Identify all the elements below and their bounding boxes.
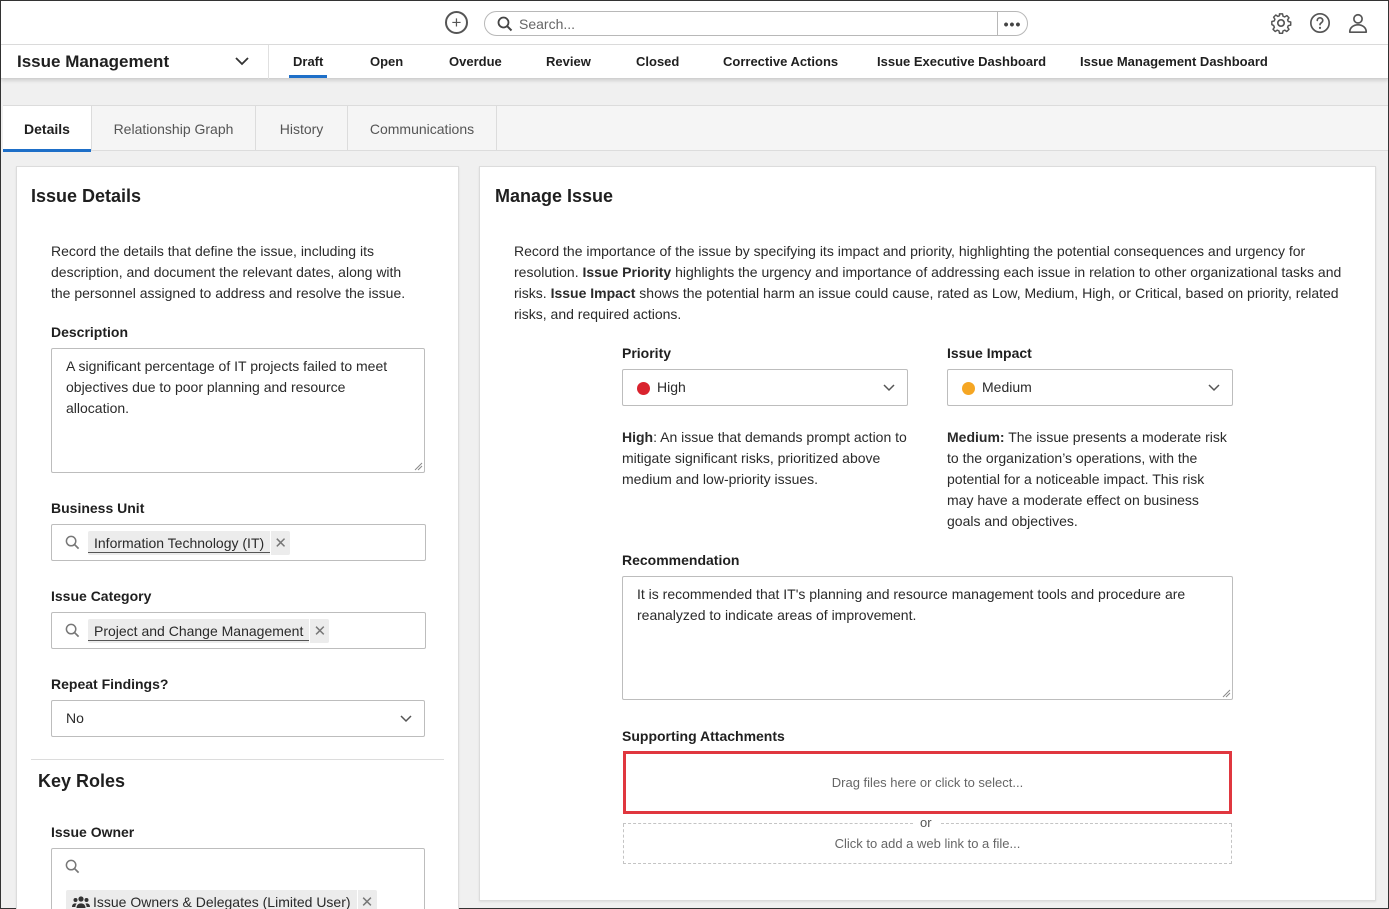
tab-history[interactable]: History <box>256 106 348 151</box>
intro-text: resolution. <box>514 264 583 280</box>
search-input[interactable] <box>519 14 959 33</box>
gear-icon[interactable] <box>1270 12 1292 34</box>
tab-details[interactable]: Details <box>3 106 92 151</box>
more-options-icon[interactable]: ••• <box>997 12 1027 35</box>
resize-handle-icon[interactable] <box>414 462 423 471</box>
issue-owner-label: Issue Owner <box>51 824 135 840</box>
business-unit-label: Business Unit <box>51 500 145 516</box>
intro-line: Record the importance of the issue by specifying its impact and priority, highlighting the potential consequences and urgency for <box>514 243 1306 259</box>
intro-text: risks. <box>514 285 551 301</box>
priority-label: Priority <box>622 345 672 361</box>
repeat-findings-value: No <box>66 710 84 726</box>
impact-desc-bold: Medium: <box>947 429 1005 445</box>
intro-bold: Issue Priority <box>582 264 672 280</box>
tab-bar <box>3 105 1388 151</box>
issue-impact-value: Medium <box>982 379 1032 395</box>
priority-desc-bold: High <box>622 429 654 445</box>
manage-issue-title: Manage Issue <box>495 186 614 206</box>
resize-handle-icon[interactable] <box>1222 689 1231 698</box>
top-bar <box>1 1 1388 45</box>
business-unit-value[interactable]: Information Technology (IT) <box>88 534 270 553</box>
nav-item-issue-executive-dashboard[interactable]: Issue Executive Dashboard <box>877 54 1047 69</box>
description-field[interactable] <box>51 348 425 473</box>
intro-text: shows the potential harm an issue could cause, rated as Low, Medium, High, or Critical, based on priority, related <box>635 285 1339 301</box>
search-icon <box>65 859 80 874</box>
priority-desc-text: : An issue that demands prompt action to mitigate significant risks, prioritized above medium and low-priority issues. <box>622 429 907 487</box>
remove-icon[interactable]: ✕ <box>357 890 377 909</box>
nav-item-closed[interactable]: Closed <box>636 54 680 69</box>
app-title[interactable]: Issue Management <box>17 52 170 71</box>
key-roles-title: Key Roles <box>38 771 126 791</box>
add-icon[interactable]: + <box>445 11 468 34</box>
description-value: A significant percentage of IT projects failed to meet objectives due to poor planning and resource allocation. <box>66 358 388 416</box>
issue-category-chip <box>88 619 329 643</box>
tab-communications[interactable]: Communications <box>348 106 497 151</box>
repeat-findings-label: Repeat Findings? <box>51 676 169 692</box>
issue-details-title: Issue Details <box>31 186 142 206</box>
remove-icon[interactable]: ✕ <box>309 619 329 643</box>
priority-select[interactable] <box>622 369 908 406</box>
group-icon <box>72 895 90 909</box>
issue-category-lookup[interactable] <box>51 612 426 649</box>
recommendation-field[interactable] <box>622 576 1233 700</box>
nav-item-review[interactable]: Review <box>546 54 591 69</box>
recommendation-value: It is recommended that IT's planning and resource management tools and procedure are reanalyzed to indicate areas of improvement. <box>637 586 1186 623</box>
issue-category-label: Issue Category <box>51 588 152 604</box>
user-profile-icon[interactable] <box>1347 12 1369 34</box>
intro-line <box>514 283 1364 304</box>
section-divider <box>31 759 444 760</box>
nav-item-draft[interactable]: Draft <box>293 54 324 69</box>
nav-item-open[interactable]: Open <box>370 54 404 69</box>
issue-details-intro: Record the details that define the issue, including its description, and document the relevant dates, along with the personnel assigned to address and resolve the issue. <box>51 243 406 301</box>
search-box[interactable] <box>484 11 1028 36</box>
issue-owner-lookup[interactable] <box>51 848 425 909</box>
issue-owner-chip <box>66 890 377 909</box>
chevron-down-icon <box>1208 384 1220 392</box>
priority-description <box>622 427 912 490</box>
business-unit-lookup[interactable] <box>51 524 426 561</box>
nav-item-corrective-actions[interactable]: Corrective Actions <box>723 54 839 69</box>
nav-item-overdue[interactable]: Overdue <box>449 54 502 69</box>
priority-status-dot <box>637 382 650 395</box>
add-web-link-button[interactable]: Click to add a web link to a file... <box>623 824 1232 864</box>
intro-bold: Issue Impact <box>550 285 636 301</box>
remove-icon[interactable]: ✕ <box>270 531 290 555</box>
nav-item-issue-management-dashboard[interactable]: Issue Management Dashboard <box>1080 54 1268 69</box>
intro-text: highlights the urgency and importance of addressing each issue in relation to other organizational tasks and <box>671 264 1342 280</box>
manage-issue-intro <box>514 241 1364 325</box>
priority-value: High <box>657 379 686 395</box>
or-separator: or <box>920 815 932 830</box>
intro-line: risks, and required actions. <box>514 306 682 322</box>
tab-relationship-graph[interactable]: Relationship Graph <box>92 106 256 151</box>
impact-desc-text: The issue presents a moderate risk to the organization’s operations, with the potential for a noticeable impact. This risk may have a moderate effect on business goals and objectives. <box>947 429 1227 529</box>
issue-category-value[interactable]: Project and Change Management <box>88 622 309 641</box>
nav-bar <box>1 45 1388 79</box>
nav-divider <box>268 45 269 79</box>
chevron-down-icon[interactable] <box>235 56 249 66</box>
chevron-down-icon <box>883 384 895 392</box>
search-icon <box>65 535 80 550</box>
issue-impact-label: Issue Impact <box>947 345 1032 361</box>
recommendation-label: Recommendation <box>622 552 740 568</box>
search-icon <box>65 623 80 638</box>
file-dropzone[interactable]: Drag files here or click to select... <box>623 751 1232 814</box>
issue-owner-value[interactable]: Issue Owners & Delegates (Limited User) <box>90 893 357 909</box>
issue-impact-select[interactable] <box>947 369 1233 406</box>
impact-description <box>947 427 1232 532</box>
search-icon <box>497 16 513 32</box>
business-unit-chip <box>88 531 290 555</box>
chevron-down-icon <box>400 715 412 723</box>
impact-status-dot <box>962 382 975 395</box>
supporting-attachments-label: Supporting Attachments <box>622 728 785 744</box>
description-label: Description <box>51 324 129 340</box>
repeat-findings-select[interactable] <box>51 700 425 737</box>
help-icon[interactable] <box>1309 12 1331 34</box>
intro-line <box>514 262 1364 283</box>
